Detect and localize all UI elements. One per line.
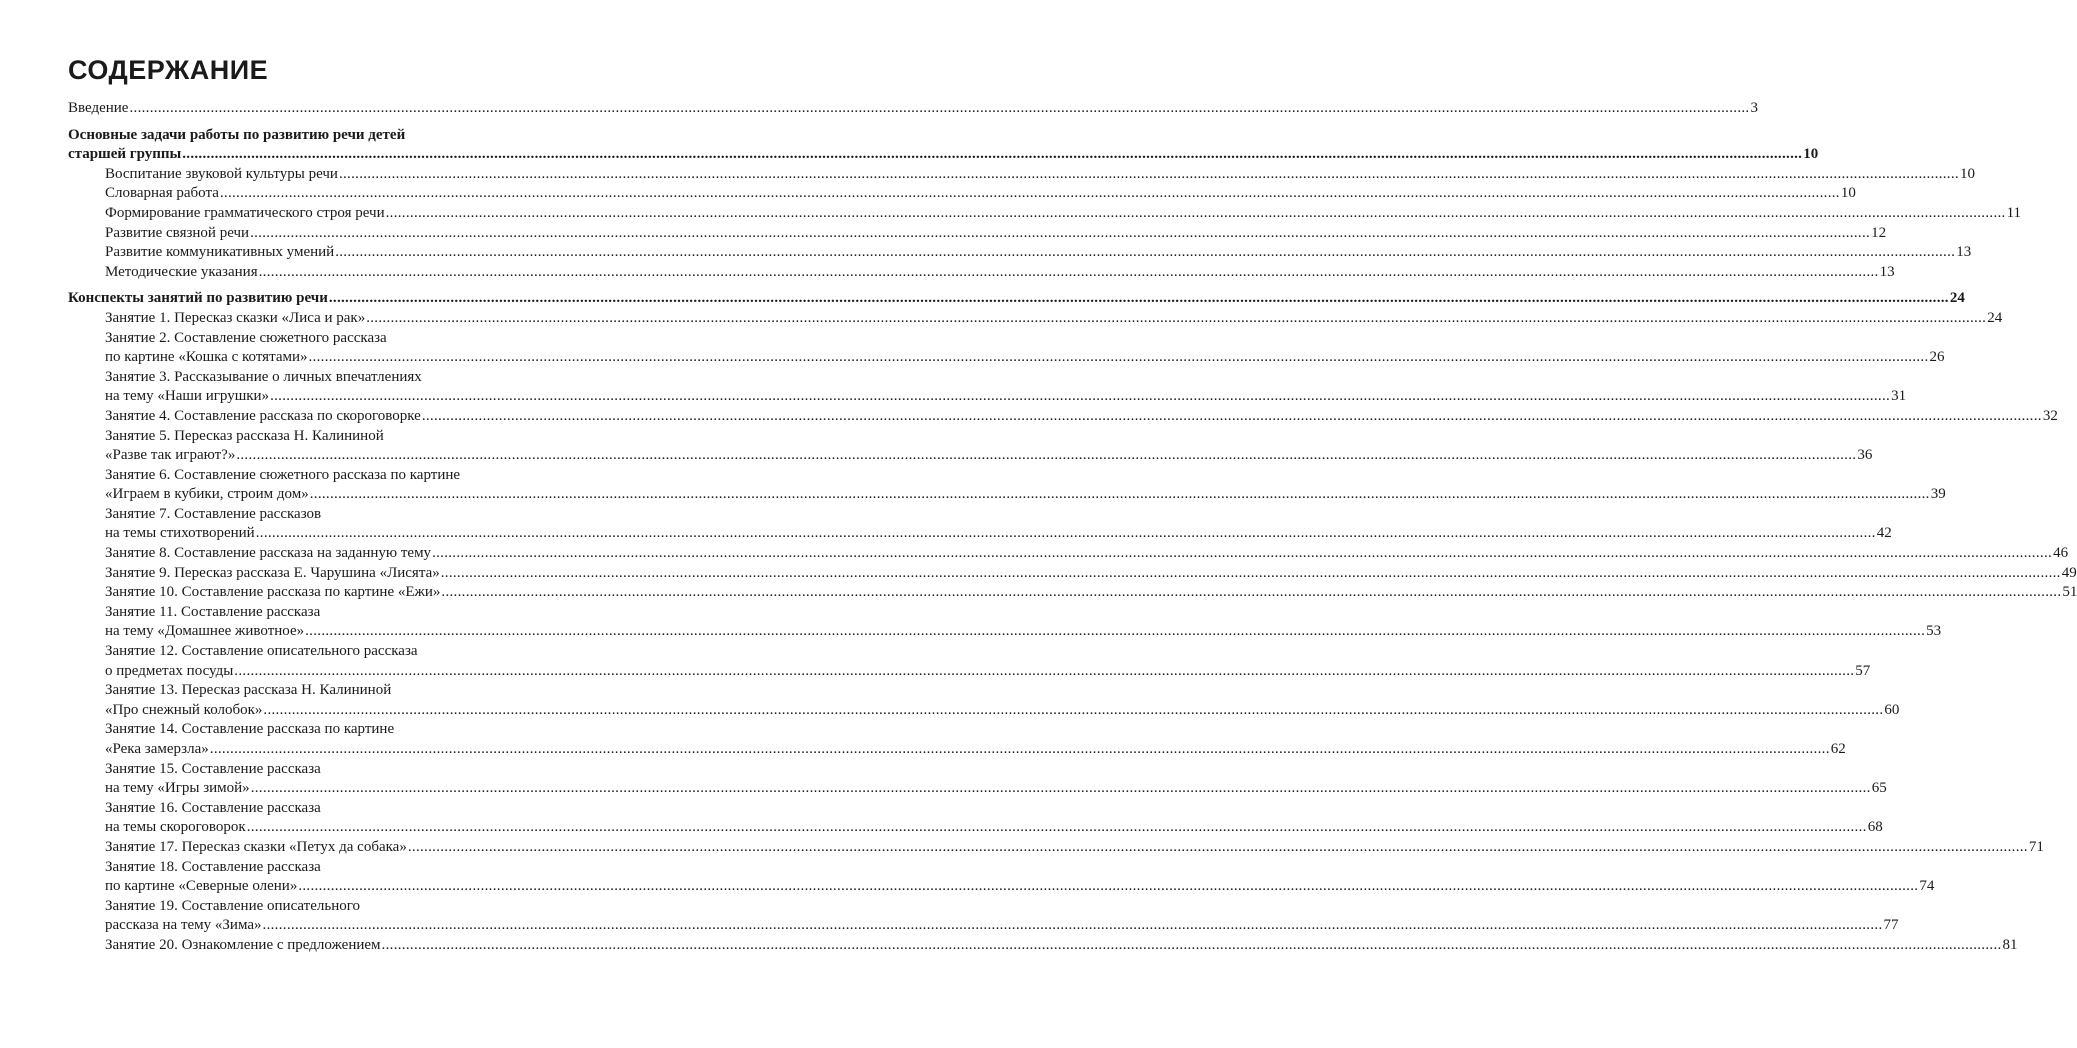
toc-subentry bbox=[68, 858, 1935, 897]
toc-entry-title: о предметах посуды bbox=[105, 662, 234, 679]
toc-entry-title: Занятие 6. Составление сюжетного рассказа по картине bbox=[105, 466, 461, 483]
toc-subentry bbox=[68, 368, 1907, 407]
toc-subentry bbox=[68, 224, 1887, 244]
dot-leader: ................................................................................................................................................................................................................................................................................................................................................................................................................ bbox=[263, 701, 1884, 718]
toc-line bbox=[105, 348, 1945, 368]
dot-leader: ................................................................................................................................................................................................................................................................................................................................................................................................................ bbox=[309, 486, 1930, 503]
toc-subentry bbox=[68, 263, 1895, 283]
toc-entry-title: Занятие 2. Составление сюжетного рассказа bbox=[105, 329, 387, 346]
toc-entry-title: Занятие 17. Пересказ сказки «Петух да собака» bbox=[105, 838, 407, 855]
toc-entry-title: Занятие 10. Составление рассказа по картине «Ежи» bbox=[105, 584, 441, 601]
toc-page-number: 13 bbox=[1956, 244, 1972, 261]
dot-leader: ................................................................................................................................................................................................................................................................................................................................................................................................................ bbox=[246, 819, 1867, 836]
toc-subentry bbox=[68, 564, 2077, 584]
toc-subentry bbox=[68, 427, 1873, 466]
toc-page-number: 53 bbox=[1926, 623, 1942, 640]
toc-line bbox=[105, 701, 1900, 721]
toc-line bbox=[68, 289, 1965, 309]
toc-page-number: 11 bbox=[2006, 204, 2022, 221]
toc-line bbox=[68, 145, 1819, 165]
toc-subentry bbox=[68, 544, 2069, 564]
toc-page-number: 49 bbox=[2061, 564, 2077, 581]
toc-entry-title: Занятие 8. Составление рассказа на заданную тему bbox=[105, 545, 432, 562]
toc-line bbox=[105, 466, 631, 486]
dot-leader: ................................................................................................................................................................................................................................................................................................................................................................................................................ bbox=[255, 525, 1876, 542]
toc-line bbox=[105, 838, 2044, 858]
toc-page-number: 10 bbox=[1803, 146, 1819, 163]
toc-entry-title: старшей группы bbox=[68, 146, 182, 163]
toc-line bbox=[105, 165, 1975, 185]
toc-section bbox=[68, 289, 1965, 309]
toc-subentry bbox=[68, 583, 2077, 603]
toc-subentry bbox=[68, 184, 1856, 204]
dot-leader: ................................................................................................................................................................................................................................................................................................................................................................................................................ bbox=[338, 165, 1959, 182]
dot-leader: ................................................................................................................................................................................................................................................................................................................................................................................................................ bbox=[262, 917, 1883, 934]
toc-page-number: 12 bbox=[1871, 224, 1887, 241]
toc-entry-title: Занятие 4. Составление рассказа по скороговорке bbox=[105, 407, 421, 424]
toc-entry-title: Занятие 5. Пересказ рассказа Н. Калининой bbox=[105, 427, 384, 444]
toc-line bbox=[105, 368, 631, 388]
toc-line bbox=[105, 329, 631, 349]
toc-entry-title: Методические указания bbox=[105, 263, 258, 280]
toc-page-number: 68 bbox=[1867, 819, 1883, 836]
toc-line bbox=[105, 877, 1935, 897]
toc-entry-title: на тему «Игры зимой» bbox=[105, 780, 250, 797]
toc-line bbox=[105, 184, 1856, 204]
dot-leader: ................................................................................................................................................................................................................................................................................................................................................................................................................ bbox=[219, 185, 1840, 202]
toc-line bbox=[105, 446, 1873, 466]
toc-line bbox=[105, 505, 631, 525]
toc-subentry bbox=[68, 165, 1975, 185]
dot-leader: ................................................................................................................................................................................................................................................................................................................................................................................................................ bbox=[298, 878, 1919, 895]
toc-line bbox=[105, 740, 1846, 760]
dot-leader: ................................................................................................................................................................................................................................................................................................................................................................................................................ bbox=[250, 224, 1871, 241]
toc-entry-title: «Про снежный колобок» bbox=[105, 701, 263, 718]
toc-line bbox=[105, 309, 2003, 329]
toc-subentry bbox=[68, 681, 1900, 720]
toc-line bbox=[105, 263, 1895, 283]
dot-leader: ................................................................................................................................................................................................................................................................................................................................................................................................................ bbox=[234, 662, 1855, 679]
dot-leader: ................................................................................................................................................................................................................................................................................................................................................................................................................ bbox=[236, 447, 1857, 464]
toc-entry-title: «Река замерзла» bbox=[105, 741, 209, 757]
toc-line bbox=[105, 779, 1887, 799]
toc-line bbox=[105, 224, 1887, 244]
toc-page-number: 39 bbox=[1930, 486, 1946, 503]
toc-line bbox=[105, 524, 1892, 544]
toc-subentry bbox=[68, 243, 1972, 263]
toc-line bbox=[68, 126, 631, 146]
toc-line bbox=[105, 564, 2077, 584]
toc-entry-title: Занятие 15. Составление рассказа bbox=[105, 760, 321, 777]
toc-line bbox=[105, 603, 631, 623]
toc-page-number: 24 bbox=[1949, 290, 1965, 307]
toc-line bbox=[105, 916, 1899, 936]
toc-subentry bbox=[68, 505, 1892, 544]
toc-entry-title: Занятие 13. Пересказ рассказа Н. Калининой bbox=[105, 682, 392, 699]
toc-line bbox=[105, 204, 2022, 224]
toc-entry-title: Занятие 16. Составление рассказа bbox=[105, 799, 321, 816]
toc-page-number: 46 bbox=[2053, 545, 2069, 562]
toc-entry-title: Развитие коммуникативных умений bbox=[105, 244, 335, 261]
toc-line bbox=[105, 387, 1907, 407]
toc-subentry bbox=[68, 936, 2018, 956]
dot-leader: ................................................................................................................................................................................................................................................................................................................................................................................................................ bbox=[407, 838, 2028, 855]
toc-line bbox=[105, 720, 631, 740]
dot-leader: ................................................................................................................................................................................................................................................................................................................................................................................................................ bbox=[182, 146, 1803, 163]
toc-page-number: 65 bbox=[1871, 780, 1887, 797]
toc-page-number: 36 bbox=[1857, 447, 1873, 464]
toc-subentry bbox=[68, 799, 1883, 838]
toc-subentry bbox=[68, 407, 2058, 427]
toc-line bbox=[105, 818, 1883, 838]
toc-page-number: 31 bbox=[1891, 388, 1907, 405]
toc-line bbox=[105, 858, 631, 878]
toc-subentry bbox=[68, 760, 1887, 799]
dot-leader: ................................................................................................................................................................................................................................................................................................................................................................................................................ bbox=[385, 204, 2006, 221]
toc-entry-title: Основные задачи работы по развитию речи детей bbox=[68, 126, 406, 143]
toc-entry-title: на темы скороговорок bbox=[105, 819, 246, 836]
toc-entry-title: на тему «Домашнее животное» bbox=[105, 623, 305, 640]
dot-leader: ................................................................................................................................................................................................................................................................................................................................................................................................................ bbox=[441, 584, 2062, 601]
toc-entry-title: Воспитание звуковой культуры речи bbox=[105, 165, 338, 182]
toc-subentry bbox=[68, 897, 1899, 936]
toc-entry-title: Занятие 14. Составление рассказа по картине bbox=[105, 721, 395, 738]
toc-line bbox=[105, 642, 631, 662]
toc-entry-title: по картине «Северные олени» bbox=[105, 878, 298, 895]
toc-page-number: 24 bbox=[1987, 309, 2003, 326]
toc-page-number: 71 bbox=[2028, 838, 2044, 855]
toc-page-number: 51 bbox=[2062, 584, 2077, 601]
toc-subentry bbox=[68, 309, 2003, 329]
dot-leader: ................................................................................................................................................................................................................................................................................................................................................................................................................ bbox=[366, 309, 1987, 326]
toc-subentry bbox=[68, 720, 1846, 759]
toc-entry-title: Занятие 9. Пересказ рассказа Е. Чарушина «Лисята» bbox=[105, 564, 440, 581]
toc-line bbox=[105, 544, 2069, 564]
toc-entry-title: Конспекты занятий по развитию речи bbox=[68, 290, 328, 307]
toc-subentry bbox=[68, 603, 1942, 642]
toc-entry-title: «Играем в кубики, строим дом» bbox=[105, 486, 309, 503]
toc-line bbox=[105, 583, 2077, 603]
dot-leader: ................................................................................................................................................................................................................................................................................................................................................................................................................ bbox=[421, 407, 2042, 424]
toc-page-number: 74 bbox=[1919, 878, 1935, 895]
toc-entry-title: рассказа на тему «Зима» bbox=[105, 917, 262, 934]
toc-entry-title: по картине «Кошка с котятами» bbox=[105, 349, 308, 366]
dot-leader: ................................................................................................................................................................................................................................................................................................................................................................................................................ bbox=[440, 564, 2061, 581]
toc-page-number: 77 bbox=[1883, 917, 1899, 934]
toc-subentry bbox=[68, 329, 1945, 368]
toc-section bbox=[68, 126, 1819, 165]
dot-leader: ................................................................................................................................................................................................................................................................................................................................................................................................................ bbox=[129, 100, 1750, 116]
toc-line bbox=[105, 622, 1942, 642]
toc-line bbox=[105, 897, 631, 917]
dot-leader: ................................................................................................................................................................................................................................................................................................................................................................................................................ bbox=[308, 349, 1929, 366]
toc-entry-title: Занятие 18. Составление рассказа bbox=[105, 858, 321, 875]
toc-entry-title: Развитие связной речи bbox=[105, 224, 250, 241]
toc-section bbox=[68, 99, 1758, 119]
toc-page-number: 42 bbox=[1876, 525, 1892, 542]
toc-entry-title: Введение bbox=[68, 100, 129, 116]
toc-line bbox=[105, 799, 631, 819]
dot-leader: ................................................................................................................................................................................................................................................................................................................................................................................................................ bbox=[335, 244, 1956, 261]
toc-page-number: 57 bbox=[1855, 662, 1871, 679]
toc-page-number: 81 bbox=[2002, 936, 2018, 953]
toc-subentry bbox=[68, 838, 2044, 858]
toc-page-number: 60 bbox=[1884, 701, 1900, 718]
toc-page-number: 10 bbox=[1959, 165, 1975, 182]
toc-entry-title: Занятие 1. Пересказ сказки «Лиса и рак» bbox=[105, 309, 366, 326]
dot-leader: ................................................................................................................................................................................................................................................................................................................................................................................................................ bbox=[328, 290, 1949, 307]
dot-leader: ................................................................................................................................................................................................................................................................................................................................................................................................................ bbox=[305, 623, 1926, 640]
toc-line bbox=[105, 485, 1946, 505]
dot-leader: ................................................................................................................................................................................................................................................................................................................................................................................................................ bbox=[270, 388, 1891, 405]
toc-line bbox=[105, 662, 1871, 682]
toc-entry-title: «Разве так играют?» bbox=[105, 447, 236, 464]
toc-entry-title: Занятие 7. Составление рассказов bbox=[105, 505, 322, 522]
toc-subentry bbox=[68, 466, 1946, 505]
dot-leader: ................................................................................................................................................................................................................................................................................................................................................................................................................ bbox=[258, 263, 1879, 280]
toc-entry-title: Словарная работа bbox=[105, 185, 219, 202]
toc-subentry bbox=[68, 642, 1871, 681]
dot-leader: ................................................................................................................................................................................................................................................................................................................................................................................................................ bbox=[209, 741, 1830, 757]
page-title: СОДЕРЖАНИЕ bbox=[68, 55, 269, 85]
toc-page-number: 3 bbox=[1750, 100, 1758, 116]
toc-entry-title: Занятие 20. Ознакомление с предложением bbox=[105, 936, 381, 953]
dot-leader: ................................................................................................................................................................................................................................................................................................................................................................................................................ bbox=[381, 936, 2002, 953]
toc-entry-title: на тему «Наши игрушки» bbox=[105, 388, 270, 405]
toc-line bbox=[105, 243, 1972, 263]
table-of-contents bbox=[68, 99, 2077, 956]
toc-line bbox=[68, 99, 1758, 119]
toc-entry-title: Занятие 12. Составление описательного рассказа bbox=[105, 643, 418, 660]
toc-page-number: 10 bbox=[1840, 185, 1856, 202]
toc-page-number: 26 bbox=[1929, 349, 1945, 366]
toc-entry-title: Формирование грамматического строя речи bbox=[105, 204, 385, 221]
toc-subentry bbox=[68, 204, 2022, 224]
toc-page-number: 32 bbox=[2042, 407, 2058, 424]
toc-entry-title: Занятие 3. Рассказывание о личных впечатлениях bbox=[105, 368, 422, 385]
toc-entry-title: Занятие 11. Составление рассказа bbox=[105, 603, 321, 620]
dot-leader: ................................................................................................................................................................................................................................................................................................................................................................................................................ bbox=[432, 545, 2053, 562]
toc-line bbox=[105, 760, 631, 780]
dot-leader: ................................................................................................................................................................................................................................................................................................................................................................................................................ bbox=[250, 780, 1871, 797]
toc-page-number: 13 bbox=[1879, 263, 1895, 280]
toc-entry-title: Занятие 19. Составление описательного bbox=[105, 897, 361, 914]
toc-entry-title: на темы стихотворений bbox=[105, 525, 255, 542]
toc-page-number: 62 bbox=[1830, 741, 1846, 757]
toc-line bbox=[105, 681, 631, 701]
toc-line bbox=[105, 407, 2058, 427]
toc-line bbox=[105, 936, 2018, 956]
toc-line bbox=[105, 427, 631, 447]
